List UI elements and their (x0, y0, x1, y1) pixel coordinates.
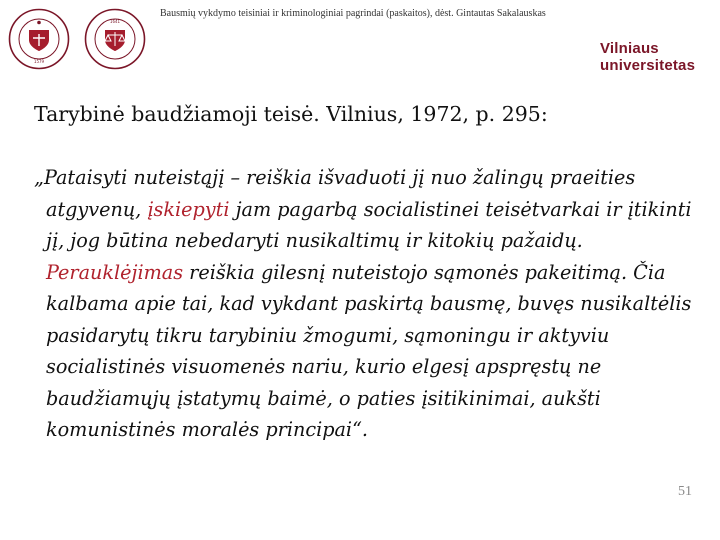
brand-line-2: universitetas (600, 57, 696, 74)
quote-part-2: jam pagarbą socialistinei teisėtvarkai ir įtikinti jį, jog būtina nebedaryti nusikaltimų ir kitokių pažaidų. (46, 197, 692, 252)
brand-line-1: Vilniaus (600, 40, 659, 57)
quote-part-1: „Pataisyti nuteistąjį – reiškia išvaduoti jį nuo žalingų praeities atgyvenų, (34, 166, 636, 221)
brand-wordmark (600, 40, 695, 74)
quote-part-3: reiškia gilesnį nuteistojo sąmonės pakeitimą. Čia kalbama apie tai, kad vykdant paskirtą bausmę, buvęs nusikaltėlis pasidarytų tikru tarybiniu žmogumi, sąmoningu ir aktyviu socialistinės visuomenės nariu, kurio elgesį apspręstų ne baudžiamųjų įstatymų baimė, o paties įsitikinimai, aukšti komunistinės moralės principai“. (46, 260, 692, 441)
law-faculty-seal-icon (84, 8, 146, 70)
highlight-term-2: Perauklėjimas (46, 260, 184, 284)
header-caption: Bausmių vykdymo teisiniai ir kriminologiniai pagrindai (paskaitos), dėst. Gintautas Sakalauskas (160, 8, 546, 19)
svg-text:1641: 1641 (109, 19, 121, 24)
highlight-term-1: įskiepyti (147, 197, 230, 221)
university-seal-icon (8, 8, 70, 70)
quote-paragraph (34, 162, 700, 446)
slide-body (34, 162, 700, 446)
page-number: 51 (678, 484, 692, 499)
slide-title: Tarybinė baudžiamoji teisė. Vilnius, 1972, p. 295: (34, 102, 548, 126)
svg-text:1579: 1579 (33, 59, 45, 64)
